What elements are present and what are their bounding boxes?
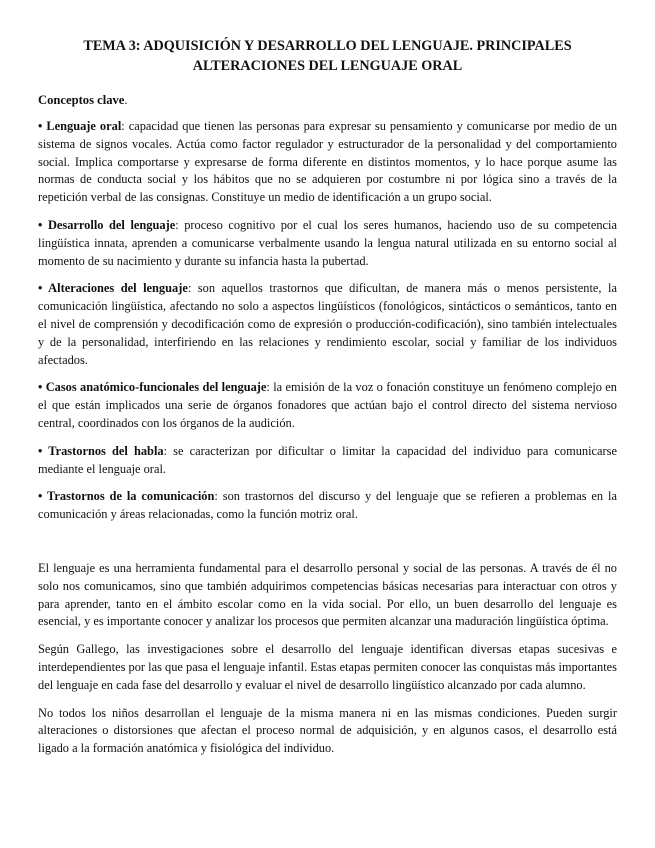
body-paragraph-1: El lenguaje es una herramienta fundamental para el desarrollo personal y social de las personas. A través de él no solo nos comunicamos, sino que también adquirimos competencias básicas necesarias para interactuar con otros y para aprender, tanto en el ámbito escolar como en la vida social. Por ello, un buen desarrollo del lenguaje es esencial, y es importante conocer y analizar los procesos que permiten alcanzar una maduración lingüística óptima.: [38, 560, 617, 629]
concept-casos-anatomico: [38, 379, 617, 432]
concept-bullet: •: [38, 217, 48, 232]
concept-bullet: •: [38, 380, 46, 395]
concepts-heading-text: Conceptos clave: [38, 93, 125, 107]
title-line-1: TEMA 3: ADQUISICIÓN Y DESARROLLO DEL LENGUAJE. PRINCIPALES: [83, 38, 572, 54]
concept-definition: : proceso cognitivo por el cual los seres humanos, haciendo uso de su competencia lingüística innata, aprenden a comunicarse verbalmente usando la lengua natural utilizada en su entorno social al momento de su nacimiento y durante su infancia hasta la pubertad.: [38, 217, 618, 268]
concept-term: Trastornos de la comunicación: [47, 489, 215, 504]
document-title: [38, 36, 617, 76]
concepts-heading: [38, 92, 617, 108]
title-line-2: ALTERACIONES DEL LENGUAJE ORAL: [192, 58, 463, 74]
concept-desarrollo-lenguaje: [38, 217, 617, 270]
concept-definition: : se caracterizan por dificultar o limitar la capacidad del individuo para comunicarse mediante el lenguaje oral.: [38, 443, 618, 476]
concept-definition: : son trastornos del discurso y del lenguaje que se refieren a problemas en la comunicación y áreas relacionadas, como la función motriz oral.: [38, 489, 617, 522]
section-spacer: [38, 534, 617, 560]
body-paragraph-3: No todos los niños desarrollan el lenguaje de la misma manera ni en las mismas condiciones. Pueden surgir alteraciones o distorsiones que afectan el proceso normal de adquisición, y en algunos casos, el desarrollo está ligado a la formación anatómica y fisiológica del individuo.: [38, 705, 617, 756]
concept-alteraciones-lenguaje: [38, 280, 617, 369]
concept-term: Alteraciones del lenguaje: [48, 281, 188, 296]
concept-term: Lenguaje oral: [46, 119, 122, 133]
concept-term: Casos anatómico-funcionales del lenguaje: [45, 380, 267, 395]
concept-bullet: •: [38, 489, 48, 504]
concept-bullet: •: [38, 119, 47, 133]
concept-term: Trastornos del habla: [48, 443, 164, 458]
concept-trastornos-comunicacion: [38, 488, 617, 524]
concept-term: Desarrollo del lenguaje: [47, 217, 176, 232]
concept-bullet: •: [38, 281, 49, 296]
concept-definition: : son aquellos trastornos que dificultan, de manera más o menos persistente, la comunicación lingüística, afectando no solo a aspectos lingüísticos (fonológicos, sintácticos o semánticos, tanto en el nivel de comprensión y decodificación como de expresión o producción-codificación), sino también intelectuales y de la personalidad, interfiriendo en las relaciones y rendimiento escolar, social y familiar de los individuos afectados.: [38, 281, 617, 367]
concept-trastornos-habla: [38, 443, 617, 479]
concept-bullet: •: [38, 443, 49, 458]
concepts-heading-suffix: .: [124, 93, 128, 107]
concept-definition: : la emisión de la voz o fonación constituye un fenómeno complejo en el que están implicados una serie de órganos fonadores que actúan bajo el control directo del sistema nervioso central, coordinados con los órganos de la audición.: [38, 380, 618, 430]
concept-lenguaje-oral: [38, 118, 617, 207]
concept-definition: : capacidad que tienen las personas para expresar su pensamiento y comunicarse por medio de un sistema de signos vocales. Actúa como factor regulador y estructurador de la personalidad y del comportamiento social. Implica comportarse y expresarse de forma diferente en distintos momentos, y lo hace porque asume las normas de conducta social y los hábitos que no se adquieren por costumbre ni por lógica sino a través de la repetición verbal de las consignas. Constituye un medio de identificación a un grupo social.: [38, 119, 618, 205]
body-paragraph-2: Según Gallego, las investigaciones sobre el desarrollo del lenguaje identifican diversas etapas sucesivas e interdependientes por las que pasa el lenguaje infantil. Estas etapas permiten conocer las conquistas más importantes del lenguaje en cada fase del desarrollo y evaluar el nivel de desarrollo lingüístico alcanzado por cada alumno.: [38, 642, 617, 692]
